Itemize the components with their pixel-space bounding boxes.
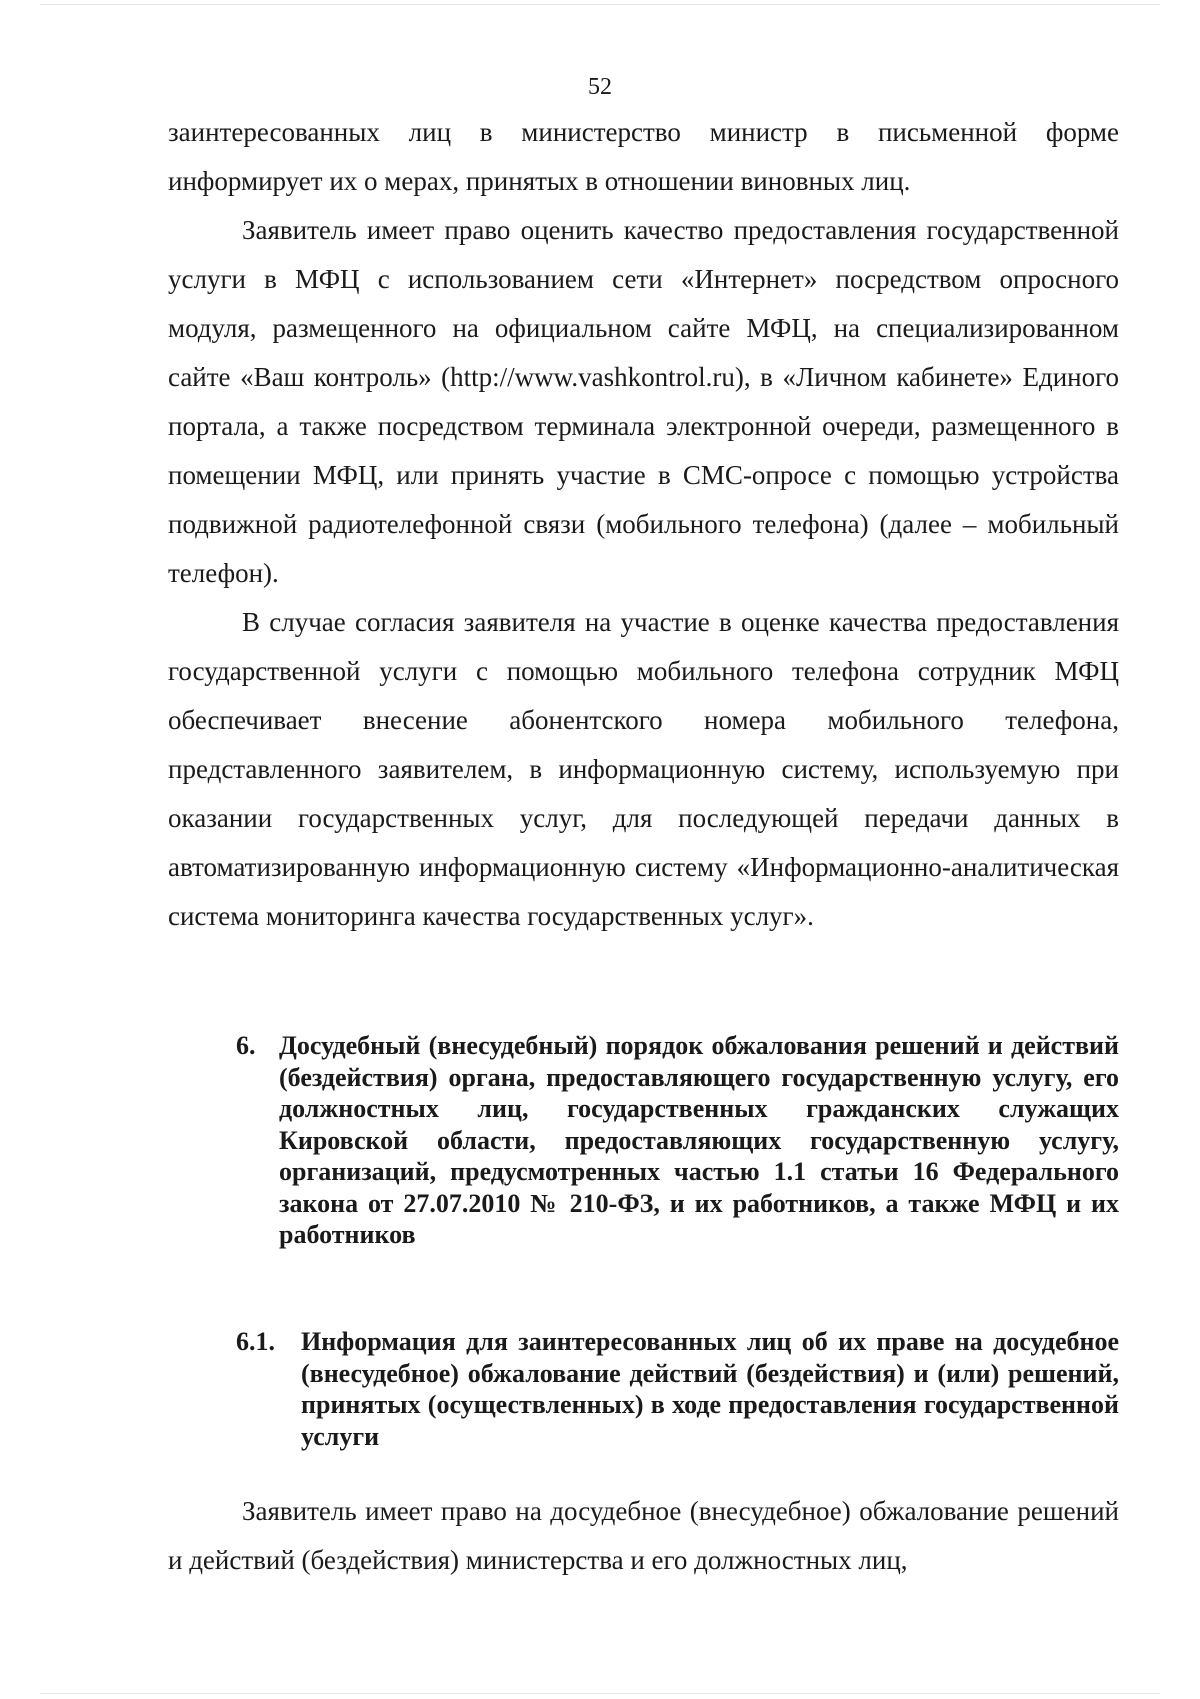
scan-edge-top (40, 4, 1160, 5)
section-heading-6-1 (236, 1326, 1119, 1452)
body-text-bottom (168, 1487, 1119, 1585)
paragraph-continuation: заинтересованных лиц в министерство министр в письменной форме информирует их о мерах, принятых в отношении виновных лиц. (168, 117, 1119, 196)
section-title: Информация для заинтересованных лиц об их праве на досудебное (внесудебное) обжалование действий (бездействия) и (или) решений, принятых (осуществленных) в ходе предоставления государственной услуги (301, 1327, 1119, 1451)
section-number: 6.1. (236, 1327, 275, 1356)
section-number: 6. (236, 1031, 256, 1060)
paragraph-quality-assessment: Заявитель имеет право оценить качество предоставления государственной услуги в МФЦ с использованием сети «Интернет» посредством опросного модуля, размещенного на официальном сайте МФЦ, на специализированном сайте «Ваш контроль» (http://www.vashkontrol.ru), в «Личном кабинете» Единого портала, а также посредством терминала электронной очереди, размещенного в помещении МФЦ, или принять участие в СМС-опросе с помощью устройства подвижной радиотелефонной связи (мобильного телефона) (далее – мобильный телефон). (168, 215, 1119, 588)
section-heading-6 (236, 1030, 1119, 1251)
page-number: 52 (588, 74, 612, 100)
paragraph-mobile-consent: В случае согласия заявителя на участие в оценке качества предоставления государственной услуги с помощью мобильного телефона сотрудник МФЦ обеспечивает внесение абонентского номера мобильного телефона, представленного заявителем, в информационную систему, используемую при оказании государственных услуг, для последующей передачи данных в автоматизированную информационную систему «Информационно-аналитическая система мониторинга качества государственных услуг». (168, 607, 1119, 931)
section-title: Досудебный (внесудебный) порядок обжалования решений и действий (бездействия) органа, предоставляющего государственную услугу, его должностных лиц, государственных гражданских служащих Кировской области, предоставляющих государственную услугу, организаций, предусмотренных частью 1.1 статьи 16 Федерального закона от 27.07.2010 № 210-ФЗ, и их работников, а также МФЦ и их работников (279, 1031, 1119, 1249)
paragraph-appeal-right: Заявитель имеет право на досудебное (внесудебное) обжалование решений и действий (бездействия) министерства и его должностных лиц, (168, 1496, 1119, 1575)
body-text-top (168, 108, 1119, 941)
scan-edge-bottom (40, 1693, 1160, 1694)
